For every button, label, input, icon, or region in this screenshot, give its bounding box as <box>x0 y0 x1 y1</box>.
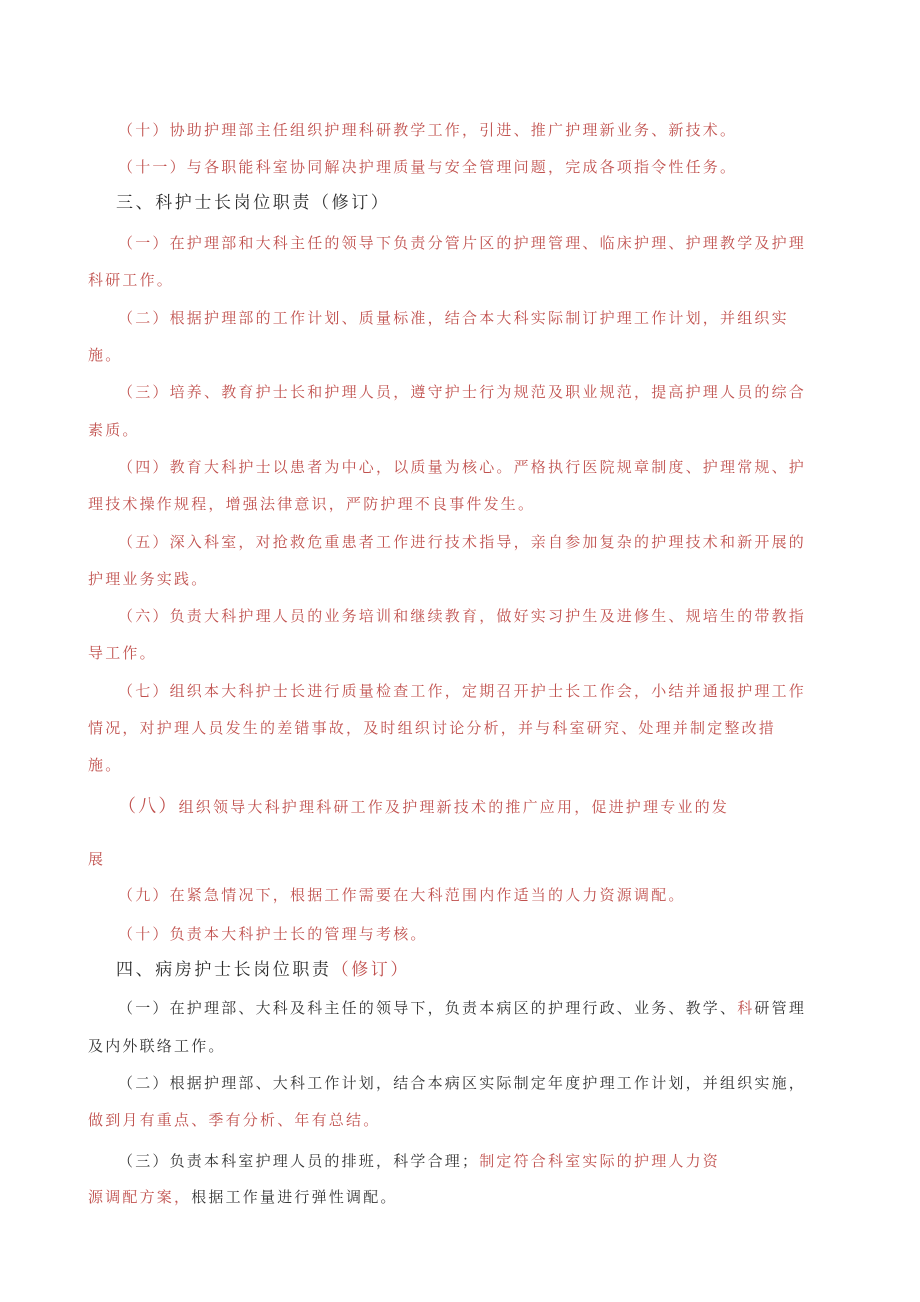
heading-main: 四、病房护士长岗位职责 <box>116 960 332 980</box>
text-segment: 根据工作量进行弹性调配。 <box>191 1188 398 1206</box>
section3-item-10: （十）负责本大科护士长的管理与考核。 <box>118 925 428 943</box>
section3-item-7-line2: 情况，对护理人员发生的差错事故，及时组织讨论分析，并与科室研究、处理并制定整改措 <box>88 719 777 737</box>
item-number: （八） <box>118 796 179 817</box>
section3-item-7-line3: 施。 <box>88 756 123 774</box>
section-heading-3: 三、科护士长岗位职责（修订） <box>116 193 391 213</box>
text-segment-red: 科 <box>737 999 755 1017</box>
section3-item-1-line1: （一）在护理部和大科主任的领导下负责分管片区的护理管理、临床护理、护理教学及护理 <box>118 234 807 252</box>
section-heading-4 <box>116 960 410 980</box>
text-segment: （三）负责本科室护理人员的排班，科学合理； <box>118 1152 480 1170</box>
text-segment-red: 源调配方案， <box>88 1188 192 1206</box>
text-segment-red: 制定符合科室实际的护理人力资 <box>479 1152 721 1170</box>
section4-item-2-line1: （二）根据护理部、大科工作计划，结合本病区实际制定年度护理工作计划，并组织实施， <box>118 1074 807 1092</box>
section3-item-2-line2: 施。 <box>88 346 123 364</box>
section4-item-1-line1 <box>118 998 806 1018</box>
section4-item-2-line2: 做到月有重点、季有分析、年有总结。 <box>88 1111 381 1129</box>
section3-item-7-line1: （七）组织本大科护士长进行质量检查工作，定期召开护士长工作会，小结并通报护理工作 <box>118 682 807 700</box>
text-segment: （一）在护理部、大科及科主任的领导下，负责本病区的护理行政、业务、教学、 <box>118 999 738 1017</box>
section3-item-3-line1: （三）培养、教育护士长和护理人员，遵守护士行为规范及职业规范，提高护理人员的综合 <box>118 383 807 401</box>
text-segment: 研管理 <box>754 999 807 1017</box>
section3-item-8-line1 <box>118 797 729 817</box>
section4-item-1-line2: 及内外联络工作。 <box>88 1037 226 1055</box>
section3-item-5-line2: 护理业务实践。 <box>88 570 209 588</box>
section3-item-6-line2: 导工作。 <box>88 644 157 662</box>
section3-item-3-line2: 素质。 <box>88 421 140 439</box>
section3-item-4-line2: 理技术操作规程，增强法律意识，严防护理不良事件发生。 <box>88 495 536 513</box>
item-text: 组织领导大科护理科研工作及护理新技术的推广应用，促进护理专业的发 <box>178 798 730 816</box>
section4-item-3-line1 <box>118 1151 720 1171</box>
section4-item-3-line2 <box>88 1187 398 1207</box>
section3-item-4-line1: （四）教育大科护士以患者为中心，以质量为核心。严格执行医院规章制度、护理常规、护 <box>118 458 807 476</box>
section3-item-9: （九）在紧急情况下，根据工作需要在大科范围内作适当的人力资源调配。 <box>118 886 686 904</box>
heading-revision: （修订） <box>331 960 411 980</box>
duty-item-10: （十）协助护理部主任组织护理科研教学工作，引进、推广护理新业务、新技术。 <box>118 121 738 139</box>
section3-item-1-line2: 科研工作。 <box>88 271 175 289</box>
section3-item-8-line2: 展 <box>88 850 106 868</box>
duty-item-11: （十一）与各职能科室协同解决护理质量与安全管理问题，完成各项指令性任务。 <box>118 158 738 176</box>
section3-item-6-line1: （六）负责大科护理人员的业务培训和继续教育，做好实习护生及进修生、规培生的带教指 <box>118 607 807 625</box>
section3-item-2-line1: （二）根据护理部的工作计划、质量标准，结合本大科实际制订护理工作计划，并组织实 <box>118 309 789 327</box>
section3-item-5-line1: （五）深入科室，对抢救危重患者工作进行技术指导，亲自参加复杂的护理技术和新开展的 <box>118 533 807 551</box>
